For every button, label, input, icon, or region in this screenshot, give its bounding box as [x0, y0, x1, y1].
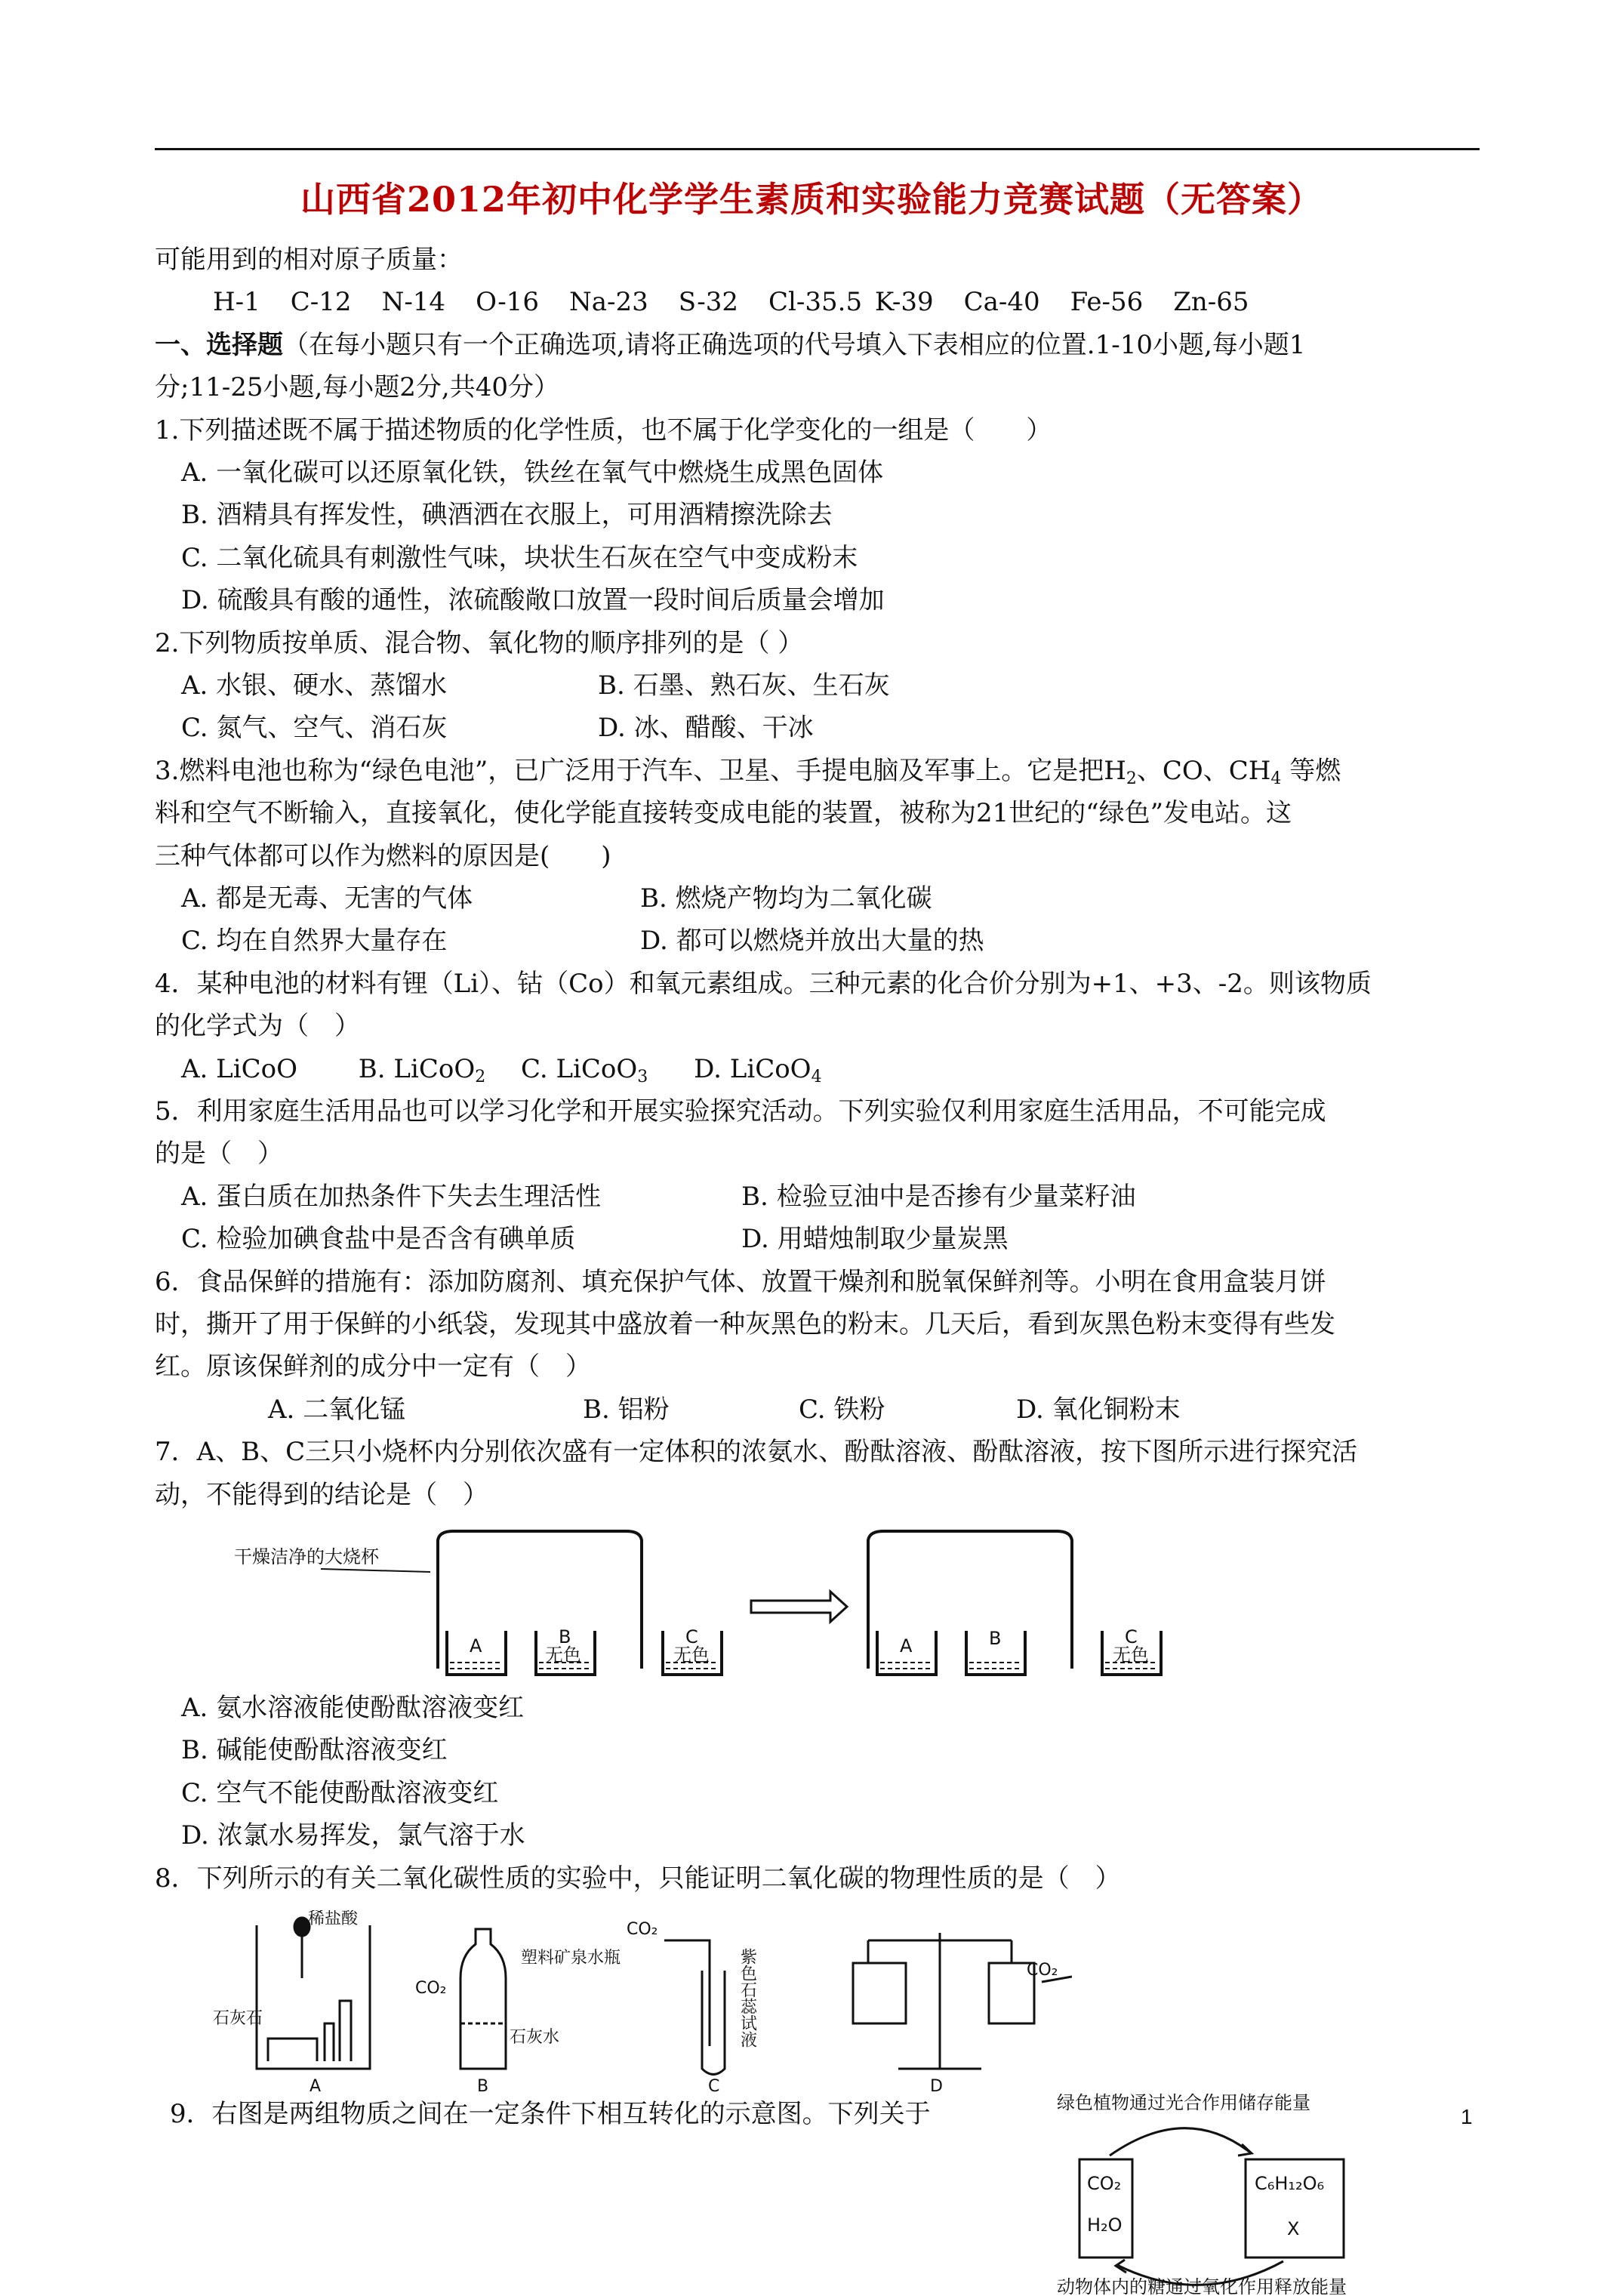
- label-co2: CO₂: [415, 1979, 447, 1998]
- section-title: 一、选择题: [155, 330, 283, 360]
- q5-option-b: B. 检验豆油中是否掺有少量菜籽油: [741, 1182, 1136, 1212]
- mass-item: Ca-40: [963, 287, 1040, 317]
- q3-text: 3.燃料电池也称为“绿色电池”，已广泛用于汽车、卫星、手提电脑及军事上。它是把: [155, 756, 1104, 786]
- label-hcl: 稀盐酸: [308, 1910, 359, 1928]
- subscript: 4: [811, 1068, 822, 1086]
- q3-option-a: A. 都是无毒、无害的气体: [181, 883, 473, 914]
- label-c: C: [685, 1626, 698, 1647]
- q5-stem-line1: 5．利用家庭生活用品也可以学习化学和开展实验探究活动。下列实验仅利用家庭生活用品，不可能完成: [155, 1096, 1326, 1126]
- q7-option-b: B. 碱能使酚酞溶液变红: [181, 1735, 448, 1765]
- arrow-icon: [751, 1592, 847, 1622]
- q9-cycle-figure: [1057, 2080, 1449, 2296]
- q4-option-a: A. LiCoO: [181, 1054, 297, 1084]
- label-limewater: 石灰水: [510, 2028, 560, 2047]
- q3-text: 等燃: [1289, 756, 1341, 786]
- label-d: D: [930, 2077, 943, 2095]
- q2-option-d: D. 冰、醋酸、干冰: [598, 713, 814, 743]
- q4-stem-line2: 的化学式为（ ）: [155, 1011, 360, 1041]
- q7-option-d: D. 浓氯水易挥发，氯气溶于水: [181, 1820, 525, 1851]
- test-tube-c: [702, 1971, 725, 2075]
- q6-stem-line2: 时，撕开了用于保鲜的小纸袋，发现其中盛放着一种灰黑色的粉末。几天后，看到灰黑色粉末变得有些发: [155, 1309, 1335, 1339]
- mass-item: H-1: [213, 287, 260, 317]
- mass-item: Fe-56: [1070, 287, 1144, 317]
- q2-option-b: B. 石墨、熟石灰、生石灰: [598, 670, 890, 701]
- q4-option-d: D. LiCoO: [694, 1054, 812, 1084]
- q4-options: [181, 1052, 822, 1094]
- label-a: A: [470, 1635, 482, 1657]
- label-c: C: [1125, 1626, 1138, 1647]
- q8-experiment-figure: [204, 1910, 1072, 2095]
- label-a: A: [900, 1635, 913, 1657]
- q3-option-c: C. 均在自然界大量存在: [181, 926, 448, 956]
- q1-option-b: B. 酒精具有挥发性，碘酒洒在衣服上，可用酒精擦洗除去: [181, 500, 833, 530]
- big-beaker-right: [868, 1531, 1072, 1669]
- q1-stem: 1.下列描述既不属于描述物质的化学性质，也不属于化学变化的一组是（ ）: [155, 415, 1052, 445]
- label-pointer: [321, 1569, 430, 1572]
- label-limestone: 石灰石: [213, 2009, 263, 2028]
- label-bottle: 塑料矿泉水瓶: [521, 1949, 621, 1968]
- q4-option-b: B. LiCoO: [358, 1054, 476, 1084]
- label-co2: CO₂: [627, 1920, 658, 1939]
- q5-option-a: A. 蛋白质在加热条件下失去生理活性: [181, 1182, 602, 1212]
- mass-item: C-12: [290, 287, 352, 317]
- bottle-b: [460, 1929, 506, 2069]
- q3-option-b: B. 燃烧产物均为二氧化碳: [640, 883, 932, 914]
- mass-item: S-32: [678, 287, 739, 317]
- label-colorless: 无色: [545, 1644, 581, 1666]
- q3-stem-line1: [155, 754, 1341, 796]
- q3-option-d: D. 都可以燃烧并放出大量的热: [640, 926, 984, 956]
- q7-option-a: A. 氨水溶液能使酚酞溶液变红: [181, 1693, 525, 1723]
- q6-stem-line1: 6．食品保鲜的措施有：添加防腐剂、填充保护气体、放置干燥剂和脱氧保鲜剂等。小明在食用盒装月饼: [155, 1267, 1326, 1297]
- dish: [268, 2039, 317, 2061]
- label-b: B: [477, 2077, 489, 2095]
- label-litmus: 紫色石蕊试液: [738, 1948, 757, 2048]
- q5-option-c: C. 检验加碘食盐中是否含有碘单质: [181, 1224, 576, 1254]
- q6-option-b: B. 铝粉: [583, 1395, 670, 1425]
- section-desc-2: 分;11-25小题,每小题2分,共40分）: [155, 372, 559, 402]
- q7-beaker-figure: [204, 1518, 1200, 1684]
- label-colorless: 无色: [673, 1644, 710, 1666]
- label-h2o: H₂O: [1087, 2214, 1123, 2236]
- mass-item: Zn-65: [1173, 287, 1249, 317]
- section-heading: [155, 328, 1305, 362]
- label-glucose: C₆H₁₂O₆: [1255, 2173, 1325, 2194]
- mass-item: Cl-35.5 K-39: [768, 287, 934, 317]
- q6-option-a: A. 二氧化锰: [268, 1395, 406, 1425]
- atomic-masses: [213, 285, 1280, 319]
- big-beaker-left: [438, 1531, 642, 1669]
- q5-option-d: D. 用蜡烛制取少量炭黑: [741, 1224, 1009, 1254]
- q3-stem-line3: 三种气体都可以作为燃料的原因是( ): [155, 841, 611, 871]
- candle-short: [325, 2023, 334, 2061]
- balance-bag-left: [853, 1940, 906, 2023]
- section-desc: （在每小题只有一个正确选项,请将正确选项的代号填入下表相应的位置.1-10小题,每小题1: [283, 330, 1306, 360]
- q4-stem-line1: 4．某种电池的材料有锂（Li）、钴（Co）和氧元素组成。三种元素的化合价分别为+1、+3、-2。则该物质: [155, 969, 1372, 999]
- formula-h2: H: [1104, 756, 1126, 786]
- subscript: 2: [1126, 769, 1137, 788]
- label-a: A: [310, 2077, 322, 2095]
- label-co2: CO₂: [1027, 1961, 1058, 1980]
- q2-option-c: C. 氮气、空气、消石灰: [181, 713, 448, 743]
- q8-stem: 8．下列所示的有关二氧化碳性质的实验中，只能证明二氧化碳的物理性质的是（ ）: [155, 1863, 1121, 1894]
- label-colorless: 无色: [1113, 1644, 1149, 1666]
- label-co2: CO₂: [1087, 2173, 1122, 2194]
- q9-stem: 9．右图是两组物质之间在一定条件下相互转化的示意图。下列关于: [170, 2099, 931, 2129]
- q7-option-c: C. 空气不能使酚酞溶液变红: [181, 1778, 499, 1808]
- header-rule: [155, 148, 1480, 150]
- q1-option-a: A. 一氧化碳可以还原氧化铁，铁丝在氧气中燃烧生成黑色固体: [181, 458, 884, 488]
- q2-option-a: A. 水银、硬水、蒸馏水: [181, 670, 448, 701]
- label-photosynthesis: 绿色植物通过光合作用储存能量: [1057, 2092, 1310, 2113]
- label-big-beaker: 干燥洁净的大烧杯: [234, 1546, 379, 1567]
- subscript: 2: [475, 1068, 486, 1086]
- arrow-photosynthesis: [1110, 2128, 1249, 2156]
- subscript: 4: [1270, 769, 1282, 788]
- q3-stem-line2: 料和空气不断输入，直接氧化，使化学能直接转变成电能的装置，被称为21世纪的“绿色”发电站。这: [155, 798, 1292, 828]
- q4-option-c: C. LiCoO: [521, 1054, 638, 1084]
- q6-stem-line3: 红。原该保鲜剂的成分中一定有（ ）: [155, 1351, 591, 1382]
- label-c: C: [708, 2077, 720, 2095]
- mass-item: Na-23: [568, 287, 648, 317]
- q6-option-c: C. 铁粉: [799, 1395, 885, 1425]
- beaker-a: [257, 1925, 370, 2069]
- q2-stem: 2.下列物质按单质、混合物、氧化物的顺序排列的是（ ）: [155, 628, 804, 658]
- candle-tall: [340, 2001, 351, 2061]
- subscript: 3: [637, 1068, 648, 1086]
- label-x: X: [1287, 2218, 1300, 2239]
- q7-stem-line2: 动，不能得到的结论是（ ）: [155, 1480, 488, 1510]
- page-number: 1: [1461, 2105, 1473, 2128]
- q7-stem-line1: 7．A、B、C三只小烧杯内分别依次盛有一定体积的浓氨水、酚酞溶液、酚酞溶液，按下图所示进行探究活: [155, 1437, 1358, 1467]
- mass-item: O-16: [476, 287, 539, 317]
- page-title: 山西省2012年初中化学学生素质和实验能力竞赛试题（无答案）: [300, 179, 1323, 220]
- mass-item: N-14: [381, 287, 446, 317]
- label-oxidation: 动物体内的糖通过氧化作用释放能量: [1057, 2276, 1347, 2296]
- q1-option-d: D. 硫酸具有酸的通性，浓硫酸敞口放置一段时间后质量会增加: [181, 585, 885, 615]
- q1-option-c: C. 二氧化硫具有刺激性气味，块状生石灰在空气中变成粉末: [181, 543, 858, 573]
- q6-option-d: D. 氧化铜粉末: [1016, 1395, 1181, 1425]
- q5-stem-line2: 的是（ ）: [155, 1139, 283, 1169]
- dropper-bulb: [294, 1918, 310, 1936]
- masses-intro: 可能用到的相对原子质量：: [155, 245, 463, 275]
- formula-co-ch4: 、CO、CH: [1136, 756, 1271, 786]
- label-b: B: [989, 1628, 1002, 1649]
- label-b: B: [559, 1626, 571, 1647]
- balance-bag-right: [989, 1940, 1034, 2023]
